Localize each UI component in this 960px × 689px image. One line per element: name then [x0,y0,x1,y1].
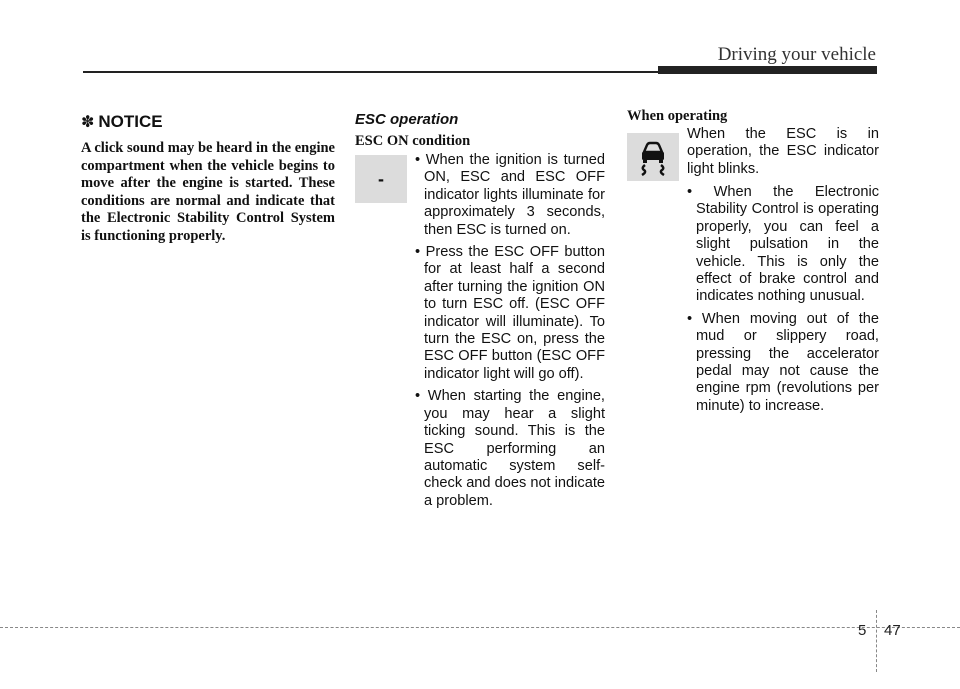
notice-section [81,108,335,246]
chapter-number: 5 [858,622,867,639]
list-item: • When the ignition is turned ON, ESC and ESC OFF indicator lights illuminate for approximately 3 seconds, then ESC is turned on. [415,152,605,238]
page-number: 47 [884,622,901,639]
esc-indicator-icon [633,137,673,177]
notice-title: NOTICE [98,112,163,131]
notice-star-icon: ✽ [81,114,95,131]
when-operating-title: When operating [627,108,728,124]
list-item: • Press the ESC OFF button for at least half a second after turning the ignition ON to turn ESC off. (ESC OFF indicator will illuminate). To turn the ESC on, press the ESC OFF button (ESC OFF indicator light will go off). [415,244,605,382]
header-rule-thick [658,66,877,74]
esc-on-condition-title: ESC ON condition [355,133,471,149]
esc-operation-title: ESC operation [355,111,459,128]
when-operating-list [687,184,879,420]
esc-on-condition-list [415,152,605,515]
list-item: • When moving out of the mud or slippery road, pressing the accelerator pedal may not cause the engine rpm (revolutions per minute) to increase. [687,310,879,414]
notice-text: A click sound may be heard in the engine compartment when the vehicle begins to move after the engine is started. These conditions are normal and indicate that the Electronic Stability Control System is functioning properly. [81,140,335,244]
header-rule-thin [83,71,658,73]
esc-on-indicator-box: - [355,155,407,203]
notice-heading [81,112,335,132]
footer-divider [876,610,877,672]
page-header-title: Driving your vehicle [717,44,876,65]
list-item: • When the Electronic Stability Control is operating properly, you can feel a slight pulsation in the vehicle. This is only the effect of brake control and indicates nothing unusual. [687,184,879,305]
when-operating-section [627,108,879,414]
when-operating-intro: When the ESC is in operation, the ESC indicator light blinks. [687,126,879,177]
footer-rule [0,627,960,628]
list-item: • When starting the engine, you may hear a slight ticking sound. This is the ESC performing an automatic system self-check and does not indicate a problem. [415,388,605,509]
esc-operation-section [355,108,605,509]
esc-indicator-box [627,133,679,181]
